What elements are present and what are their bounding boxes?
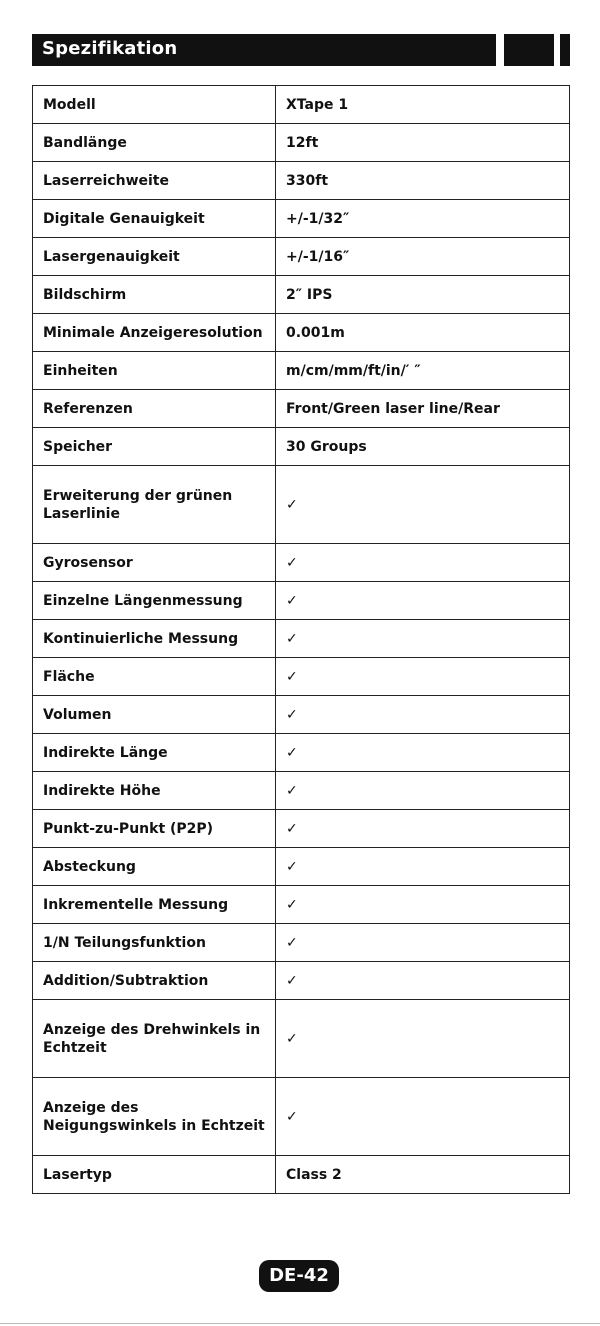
spec-value: Front/Green laser line/Rear (276, 390, 570, 428)
table-row (33, 1156, 570, 1194)
spec-label: Digitale Genauigkeit (33, 200, 276, 238)
table-row (33, 200, 570, 238)
table-row (33, 924, 570, 962)
checkmark-icon: ✓ (276, 466, 570, 544)
spec-label: Fläche (33, 658, 276, 696)
spec-value: 2″ IPS (276, 276, 570, 314)
spec-value: m/cm/mm/ft/in/′ ″ (276, 352, 570, 390)
spec-label: Absteckung (33, 848, 276, 886)
spec-label: 1/N Teilungsfunktion (33, 924, 276, 962)
table-row (33, 810, 570, 848)
header-decor-block (504, 34, 554, 66)
table-row (33, 582, 570, 620)
spec-label: Modell (33, 86, 276, 124)
checkmark-icon: ✓ (276, 810, 570, 848)
checkmark-icon: ✓ (276, 620, 570, 658)
section-header (32, 34, 570, 66)
spec-label: Einheiten (33, 352, 276, 390)
spec-label: Kontinuierliche Messung (33, 620, 276, 658)
table-row (33, 1078, 570, 1156)
table-row (33, 772, 570, 810)
spec-value: +/-1/32″ (276, 200, 570, 238)
table-row (33, 276, 570, 314)
table-row (33, 466, 570, 544)
spec-label: Erweiterung der grünen Laserlinie (33, 466, 276, 544)
table-row (33, 962, 570, 1000)
checkmark-icon: ✓ (276, 734, 570, 772)
spec-label: Einzelne Längenmessung (33, 582, 276, 620)
spec-table (32, 85, 570, 1194)
checkmark-icon: ✓ (276, 1000, 570, 1078)
spec-label: Bandlänge (33, 124, 276, 162)
table-row (33, 696, 570, 734)
checkmark-icon: ✓ (276, 848, 570, 886)
spec-label: Laserreichweite (33, 162, 276, 200)
spec-label: Referenzen (33, 390, 276, 428)
spec-label: Volumen (33, 696, 276, 734)
table-row (33, 390, 570, 428)
spec-value: 12ft (276, 124, 570, 162)
spec-value: XTape 1 (276, 86, 570, 124)
spec-label: Anzeige des Neigungswinkels in Echtzeit (33, 1078, 276, 1156)
spec-label: Lasertyp (33, 1156, 276, 1194)
checkmark-icon: ✓ (276, 1078, 570, 1156)
bottom-divider (0, 1323, 600, 1324)
spec-label: Punkt-zu-Punkt (P2P) (33, 810, 276, 848)
page-title: Spezifikation (42, 38, 178, 59)
table-row (33, 544, 570, 582)
spec-value: Class 2 (276, 1156, 570, 1194)
checkmark-icon: ✓ (276, 582, 570, 620)
spec-label: Inkrementelle Messung (33, 886, 276, 924)
spec-value: +/-1/16″ (276, 238, 570, 276)
table-row (33, 352, 570, 390)
spec-label: Speicher (33, 428, 276, 466)
spec-label: Gyrosensor (33, 544, 276, 582)
table-row (33, 734, 570, 772)
checkmark-icon: ✓ (276, 658, 570, 696)
spec-label: Anzeige des Drehwinkels in Echtzeit (33, 1000, 276, 1078)
spec-label: Indirekte Länge (33, 734, 276, 772)
checkmark-icon: ✓ (276, 962, 570, 1000)
table-row (33, 86, 570, 124)
header-bar (32, 34, 496, 66)
checkmark-icon: ✓ (276, 886, 570, 924)
table-row (33, 848, 570, 886)
checkmark-icon: ✓ (276, 696, 570, 734)
table-row (33, 658, 570, 696)
spec-label: Addition/Subtraktion (33, 962, 276, 1000)
spec-value: 0.001m (276, 314, 570, 352)
table-row (33, 620, 570, 658)
table-row (33, 162, 570, 200)
checkmark-icon: ✓ (276, 772, 570, 810)
checkmark-icon: ✓ (276, 924, 570, 962)
spec-value: 330ft (276, 162, 570, 200)
table-row (33, 314, 570, 352)
table-row (33, 124, 570, 162)
page-number-badge: DE-42 (259, 1260, 339, 1292)
table-row (33, 428, 570, 466)
table-row (33, 886, 570, 924)
header-decor-stripe (560, 34, 570, 66)
spec-label: Minimale Anzeigeresolution (33, 314, 276, 352)
table-row (33, 238, 570, 276)
spec-label: Lasergenauigkeit (33, 238, 276, 276)
spec-value: 30 Groups (276, 428, 570, 466)
spec-label: Indirekte Höhe (33, 772, 276, 810)
table-row (33, 1000, 570, 1078)
checkmark-icon: ✓ (276, 544, 570, 582)
spec-label: Bildschirm (33, 276, 276, 314)
